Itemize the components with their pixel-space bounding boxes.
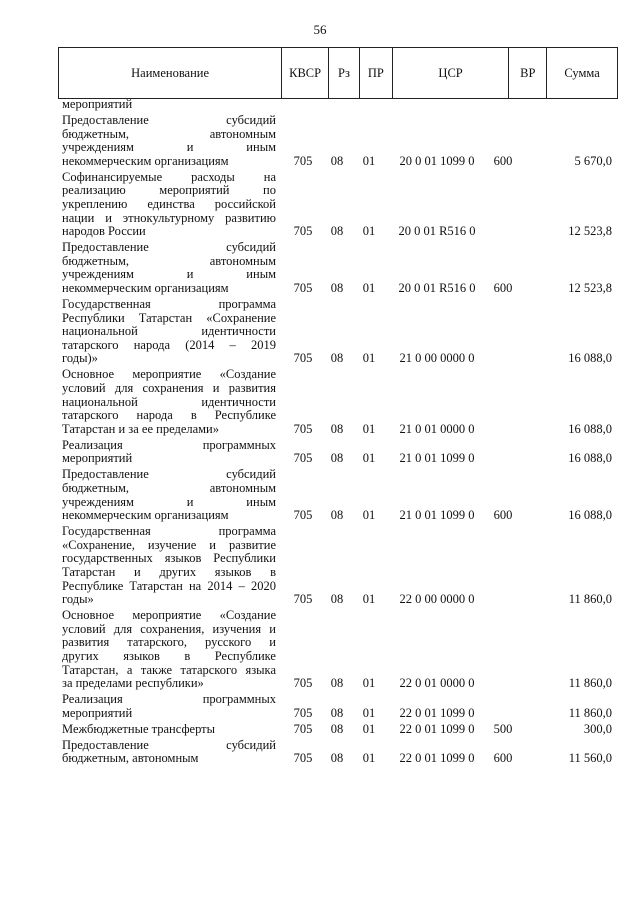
row-kvsr: 705 [293,351,313,366]
row-csr: 22 0 01 1099 0 [399,721,475,736]
row-name-line: мероприятий [62,97,133,111]
row-kvsr: 705 [293,705,313,720]
row-kvsr: 705 [293,676,313,691]
row-name-line: других языков в Республике [62,648,276,663]
row-name [62,298,276,366]
row-name-line: годы» [62,592,94,607]
row-name-line: некоммерческим организациям [62,280,229,295]
row-sum: 300,0 [583,721,612,736]
row-name-line: за пределами республики» [62,676,204,691]
row-name-line: народов России [62,224,146,239]
row-name-line: развития татарского, русского и [62,635,276,650]
row-csr: 22 0 00 0000 0 [399,592,475,607]
row-name-line: государственных языков Республики [62,551,276,566]
row-pr: 01 [362,705,376,720]
table-row [0,609,640,691]
row-name-line: Государственная программа [62,297,276,311]
row-rz: 08 [330,592,344,607]
row-name-line: Предоставление субсидий [62,467,276,482]
row-kvsr: 705 [293,153,313,168]
row-pr: 01 [362,508,376,523]
row-rz: 08 [330,280,344,295]
table-row [0,298,640,366]
row-name-line: Республики Татарстан «Сохранение [62,310,276,325]
row-name-line: учреждениям и иным [62,267,276,282]
table-row [0,171,640,239]
row-pr: 01 [362,676,376,691]
row-csr: 21 0 00 0000 0 [399,351,475,366]
row-name-line: татарского народа (2014 – 2019 [62,337,276,352]
row-name-line: национальной идентичности [62,394,276,409]
row-name-line: Татарстан и других языков в [62,564,276,579]
row-name [62,723,276,737]
table-row [0,525,640,607]
row-rz: 08 [330,421,344,436]
row-name-line: бюджетным, автономным [62,126,276,141]
row-vr: 600 [493,508,513,523]
row-kvsr: 705 [293,280,313,295]
row-name [62,439,276,466]
table-row [0,98,640,112]
row-kvsr: 705 [293,721,313,736]
row-name-line: Предоставление субсидий [62,737,276,752]
row-csr: 22 0 01 1099 0 [399,705,475,720]
row-name-line: условий для сохранения, изучения и [62,621,276,636]
row-rz: 08 [330,153,344,168]
row-csr: 20 0 01 R516 0 [398,224,476,239]
row-name-line: учреждениям и иным [62,494,276,509]
row-csr: 20 0 01 1099 0 [399,153,475,168]
table-row [0,439,640,466]
row-name-line: мероприятий [62,451,133,466]
row-name-line: бюджетным, автономным [62,480,276,495]
table-row [0,739,640,766]
row-name [62,739,276,766]
row-rz: 08 [330,676,344,691]
row-name-line: Реализация программных [62,692,276,707]
row-pr: 01 [362,721,376,736]
row-sum: 5 670,0 [574,153,612,168]
row-name-line: укреплению единства российской [62,196,276,211]
row-name-line: Основное мероприятие «Создание [62,367,276,382]
row-kvsr: 705 [293,508,313,523]
row-csr: 21 0 01 1099 0 [399,451,475,466]
row-name-line: бюджетным, автономным [62,253,276,268]
row-sum: 16 088,0 [568,351,612,366]
table-row [0,241,640,295]
row-name-line: учреждениям и иным [62,140,276,155]
row-kvsr: 705 [293,421,313,436]
row-rz: 08 [330,705,344,720]
row-vr: 600 [493,280,513,295]
row-rz: 08 [330,224,344,239]
row-name-line: бюджетным, автономным [62,751,199,766]
row-kvsr: 705 [293,751,313,766]
row-csr: 21 0 01 0000 0 [399,421,475,436]
row-vr: 600 [493,153,513,168]
row-name-line: Межбюджетные трансферты [62,721,216,736]
row-pr: 01 [362,751,376,766]
row-sum: 11 860,0 [568,676,612,691]
row-pr: 01 [362,351,376,366]
row-csr: 22 0 01 0000 0 [399,676,475,691]
row-name-line: национальной идентичности [62,324,276,339]
row-pr: 01 [362,451,376,466]
row-pr: 01 [362,592,376,607]
row-sum: 16 088,0 [568,508,612,523]
table-row [0,468,640,522]
row-name [62,468,276,522]
row-csr: 22 0 01 1099 0 [399,751,475,766]
row-name-line: Предоставление субсидий [62,113,276,127]
row-name-line: Татарстан, а также татарского языка [62,662,276,677]
row-rz: 08 [330,351,344,366]
row-csr: 21 0 01 1099 0 [399,508,475,523]
row-kvsr: 705 [293,592,313,607]
header-vr: ВР [508,48,546,98]
row-sum: 12 523,8 [568,224,612,239]
table-row [0,368,640,436]
row-name [62,368,276,436]
header-rz: Рз [328,48,359,98]
table-row [0,114,640,168]
row-csr: 20 0 01 R516 0 [398,280,476,295]
row-rz: 08 [330,751,344,766]
row-sum: 16 088,0 [568,451,612,466]
row-kvsr: 705 [293,224,313,239]
row-rz: 08 [330,721,344,736]
header-sum: Сумма [546,48,617,98]
row-name-line: годы)» [62,351,98,366]
row-name-line: условий для сохранения и развития [62,380,276,395]
row-pr: 01 [362,421,376,436]
row-name [62,609,276,691]
table-header [58,47,618,99]
row-name-line: мероприятий [62,705,133,720]
row-name-line: реализацию мероприятий по [62,183,276,198]
row-name-line: Татарстан и за ее пределами» [62,421,220,436]
row-name [62,171,276,239]
row-sum: 12 523,8 [568,280,612,295]
row-name [62,693,276,720]
row-name-line: Основное мероприятие «Создание [62,608,276,623]
row-rz: 08 [330,451,344,466]
row-name-line: татарского народа в Республике [62,408,276,423]
row-name [62,98,276,112]
row-name-line: Предоставление субсидий [62,240,276,255]
row-sum: 11 860,0 [568,705,612,720]
row-name [62,241,276,295]
row-name [62,114,276,168]
table-row [0,693,640,720]
row-vr: 600 [493,751,513,766]
row-pr: 01 [362,153,376,168]
row-pr: 01 [362,224,376,239]
row-name-line: некоммерческим организациям [62,508,229,523]
header-kvsr: КВСР [281,48,328,98]
row-name-line: «Сохранение, изучение и развитие [62,537,276,552]
row-sum: 11 860,0 [568,592,612,607]
row-vr: 500 [493,721,513,736]
row-name-line: Государственная программа [62,524,276,539]
header-name: Наименование [131,65,210,80]
row-rz: 08 [330,508,344,523]
row-sum: 16 088,0 [568,421,612,436]
row-pr: 01 [362,280,376,295]
row-name-line: нации и этнокультурному развитию [62,210,276,225]
header-pr: ПР [359,48,392,98]
row-sum: 11 560,0 [568,751,612,766]
row-kvsr: 705 [293,451,313,466]
table-row [0,723,640,737]
row-name-line: некоммерческим организациям [62,153,229,168]
row-name-line: Республике Татарстан на 2014 – 2020 [62,578,276,593]
row-name [62,525,276,607]
row-name-line: Софинансируемые расходы на [62,169,276,184]
row-name-line: Реализация программных [62,437,276,452]
page-number: 56 [313,22,327,37]
header-csr: ЦСР [392,48,509,98]
